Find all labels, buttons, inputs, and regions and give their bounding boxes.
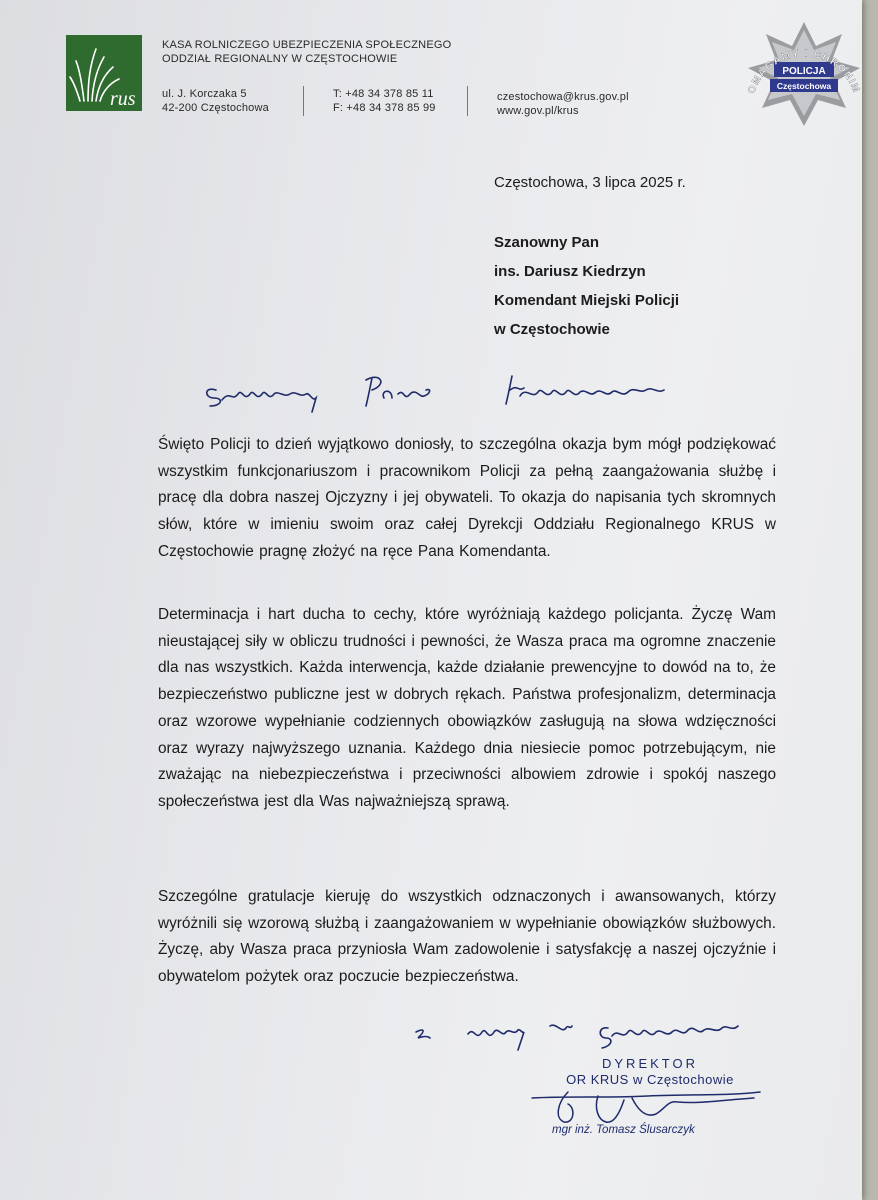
recipient-line: Komendant Miejski Policji — [494, 292, 680, 309]
recipient-line: Szanowny Pan — [494, 234, 600, 251]
signature-block — [500, 1056, 800, 1088]
krus-logo-icon — [66, 35, 142, 111]
organization-name — [162, 38, 451, 66]
logo-lettering: rus — [110, 88, 136, 110]
police-star-icon — [740, 20, 868, 132]
paragraph: Szczególne gratulacje kieruję do wszystkich odznaczonych i awansowanych, którzy wyróżnili się wzorową służbą i zaangażowaniem w wypełnianie obowiązków służbowych. Życzę, aby Wasza praca przyniosła Wam zadowolenie i satysfakcję a naszej ojczyźnie i obywatelom pożytek oraz poczucie bezpieczeństwa. — [158, 888, 776, 986]
org-line-2: ODDZIAŁ REGIONALNY W CZĘSTOCHOWIE — [162, 53, 398, 65]
website: www.gov.pl/krus — [497, 105, 579, 117]
header-divider — [467, 86, 468, 116]
letter-date: Częstochowa, 3 lipca 2025 r. — [494, 174, 686, 191]
city: 42-200 Częstochowa — [162, 102, 269, 114]
badge-label-bottom: Częstochowa — [776, 81, 832, 91]
recipient-line: ins. Dariusz Kiedrzyn — [494, 263, 646, 280]
fax: F: +48 34 378 85 99 — [333, 102, 436, 114]
paragraph: Determinacja i hart ducha to cechy, które wyróżniają każdego policjanta. Życzę Wam nieustającej siły w obliczu trudności i pewności, że Wasza praca ma ogromne znaczenie dla nas wszystkich. Każda interwencja, każde działanie prewencyjne to dowód na to, że bezpieczeństwo publiczne jest w dobrych rękach. Państwa profesjonalizm, determinacja oraz wzorowe wypełnianie codziennych obowiązków zasługują na słowa wdzięczności oraz wyrazy najwyższego uznania. Każdego dnia niesiecie pomoc potrzebującym, nie zważając na niebezpieczeństwa i przeciwności albowiem zdrowie i spokój naszego społeczeństwa jest dla Was najważniejszą sprawą. — [158, 606, 776, 810]
badge-label-top: POLICJA — [782, 66, 826, 77]
police-badge — [740, 20, 868, 132]
signatory-unit: OR KRUS w Częstochowie — [566, 1072, 734, 1087]
recipient-block — [494, 228, 679, 344]
recipient-line: w Częstochowie — [494, 321, 610, 338]
header-divider — [303, 86, 304, 116]
address — [162, 87, 269, 115]
email: czestochowa@krus.gov.pl — [497, 91, 629, 103]
phone: T: +48 34 378 85 11 — [333, 88, 434, 100]
handwriting-closing-image — [410, 1012, 750, 1062]
krus-logo — [66, 35, 142, 111]
signature-image — [528, 1088, 768, 1128]
badge-arc-text: OMAGAMY I CHRONIM — [746, 48, 862, 96]
paragraph: Święto Policji to dzień wyjątkowo doniosły, to szczególna okazja bym mógł podziękować wszystkim funkcjonariuszom i pracownikom Policji za pełną zaangażowania służbę i pracę dla dobra naszej Ojczyzny i jej obywateli. To okazja do napisania tych skromnych słów, które w imieniu swoim oraz całej Dyrekcji Oddziału Regionalnego KRUS w Częstochowie pragnę złożyć na ręce Pana Komendanta. — [158, 436, 776, 560]
signatory-name: mgr inż. Tomasz Ślusarczyk — [552, 1124, 695, 1136]
phone-block — [333, 87, 436, 115]
street: ul. J. Korczaka 5 — [162, 88, 247, 100]
signatory-title: DYREKTOR — [602, 1056, 698, 1071]
org-line-1: KASA ROLNICZEGO UBEZPIECZENIA SPOŁECZNEGO — [162, 39, 452, 51]
handwritten-salutation — [200, 368, 680, 423]
contact-block — [497, 90, 629, 118]
handwriting-salutation-image — [200, 368, 680, 418]
